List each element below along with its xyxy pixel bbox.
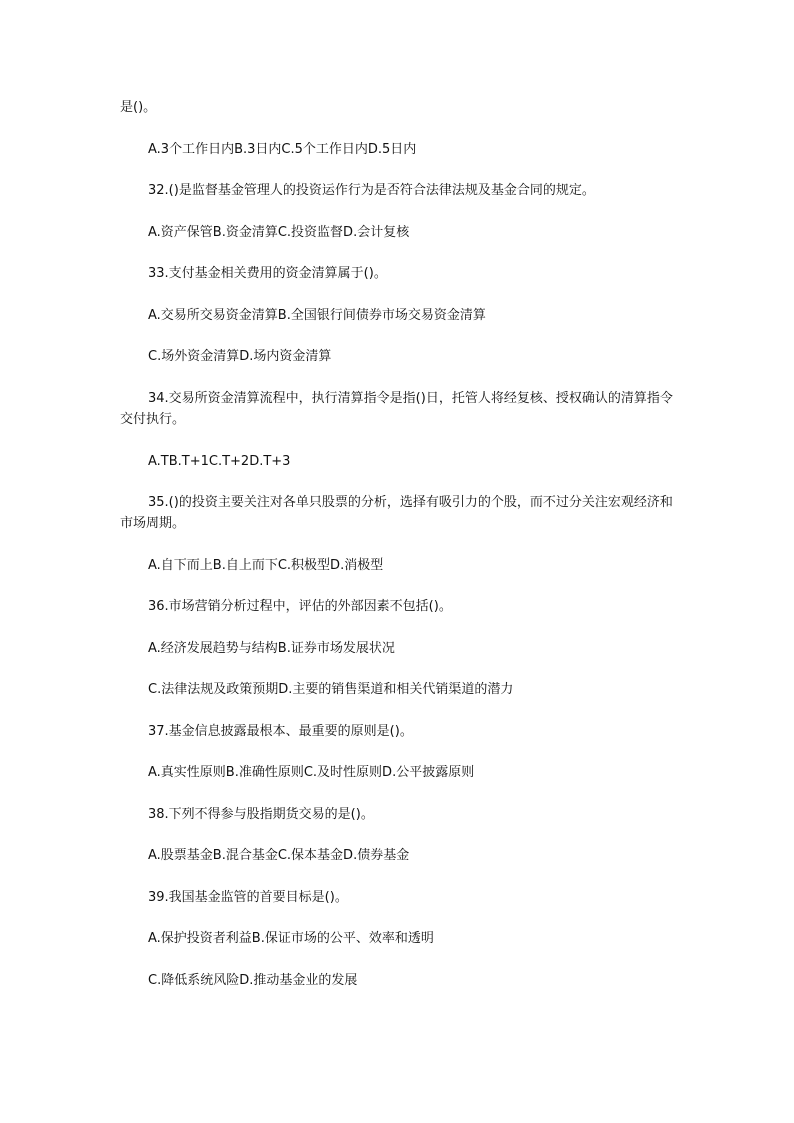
question-32-stem: 32.()是监督基金管理人的投资运作行为是否符合法律法规及基金合同的规定。 (148, 183, 595, 198)
question-34-options: A.TB.T+1C.T+2D.T+3 (148, 454, 291, 469)
question-39-stem: 39.我国基金监管的首要目标是()。 (148, 890, 348, 905)
question-36-options-line-2: C.法律法规及政策预期D.主要的销售渠道和相关代销渠道的潜力 (148, 682, 514, 697)
question-34-stem: 34.交易所资金清算流程中，执行清算指令是指()日，托管人将经复核、授权确认的清算指令交付执行。 (120, 391, 673, 427)
question-38-options: A.股票基金B.混合基金C.保本基金D.债券基金 (148, 848, 410, 863)
question-39-options-line-2: C.降低系统风险D.推动基金业的发展 (148, 973, 358, 988)
question-39-options-line-1: A.保护投资者利益B.保证市场的公平、效率和透明 (148, 931, 434, 946)
question-33-options-line-1: A.交易所交易资金清算B.全国银行间债券市场交易资金清算 (148, 308, 486, 323)
question-31-options: A.3个工作日内B.3日内C.5个工作日内D.5日内 (148, 142, 417, 157)
question-33-stem: 33.支付基金相关费用的资金清算属于()。 (148, 266, 387, 281)
question-37-stem: 37.基金信息披露最根本、最重要的原则是()。 (148, 724, 413, 739)
question-37-options: A.真实性原则B.准确性原则C.及时性原则D.公平披露原则 (148, 765, 475, 780)
question-32-options: A.资产保管B.资金清算C.投资监督D.会计复核 (148, 225, 410, 240)
question-35-stem: 35.()的投资主要关注对各单只股票的分析，选择有吸引力的个股，而不过分关注宏观经济和市场周期。 (120, 495, 673, 531)
question-33-options-line-2: C.场外资金清算D.场内资金清算 (148, 349, 332, 364)
question-35-options: A.自下而上B.自上而下C.积极型D.消极型 (148, 558, 384, 573)
question-36-stem: 36.市场营销分析过程中，评估的外部因素不包括()。 (148, 599, 452, 614)
question-36-options-line-1: A.经济发展趋势与结构B.证券市场发展状况 (148, 641, 395, 656)
question-31-continuation: 是()。 (120, 100, 157, 115)
question-38-stem: 38.下列不得参与股指期货交易的是()。 (148, 807, 374, 822)
